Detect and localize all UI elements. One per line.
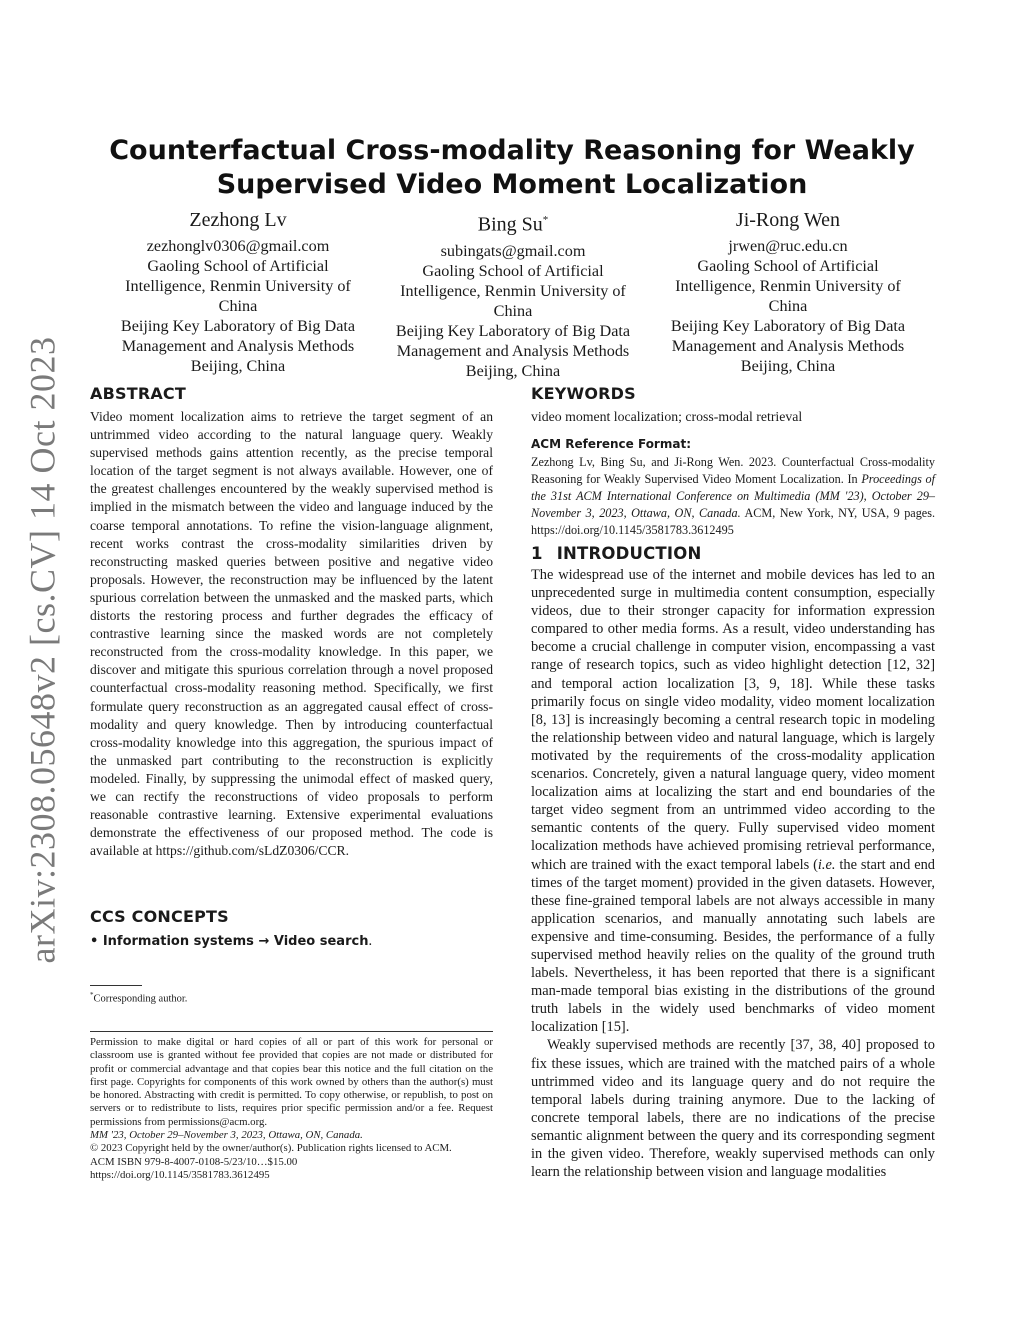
isbn-line: ACM ISBN 979-8-4007-0108-5/23/10…$15.00 (90, 1155, 298, 1168)
affiliation-line: Beijing Key Laboratory of Big Data (670, 317, 906, 335)
venue-line: MM '23, October 29–November 3, 2023, Ottawa, ON, Canada. (90, 1129, 363, 1142)
affiliation-line: Beijing Key Laboratory of Big Data (120, 317, 356, 335)
right-column (531, 384, 936, 1181)
ccs-bullet: • (90, 934, 99, 949)
affiliation-line: Intelligence, Renmin University of (400, 281, 626, 300)
author-name: Ji-Rong Wen (735, 209, 841, 231)
affiliation-line: Beijing Key Laboratory of Big Data (395, 321, 631, 340)
author-email[interactable]: subingats@gmail.com (440, 241, 586, 260)
affiliation-line: Management and Analysis Methods (396, 341, 630, 360)
doi-line[interactable]: https://doi.org/10.1145/3581783.3612495 (90, 1168, 270, 1181)
intro-paragraph-2: Weakly supervised methods are recently [37, 38, 40] proposed to fix these issues, which are trained with the matched pairs of a whole untrimmed video and its language query and do not require the temporal labels during training anymore. Due to the lacking of concrete temporal labels, there are no indications of the precise semantic alignment between the query and its corresponding segment in the given video. Therefore, weakly supervised methods can only learn the relationship between vision and language modalities (531, 1037, 935, 1181)
section-number: 1 (531, 544, 543, 563)
ccs-concept-line: • Information systems → Video search. (90, 933, 373, 949)
ccs-subconcept: Video search (273, 934, 369, 949)
section-title: INTRODUCTION (556, 544, 702, 563)
keywords-text: video moment localization; cross-modal retrieval (531, 409, 803, 424)
author-email[interactable]: zezhonglv0306@gmail.com (146, 237, 330, 255)
abstract-heading: ABSTRACT (90, 384, 186, 403)
affiliation-line: China (768, 297, 808, 315)
ccs-arrow: → (258, 934, 270, 949)
acm-reference-text: Zezhong Lv, Bing Su, and Ji-Rong Wen. 2023. Counterfactual Cross-modality Reasoning for Weakly Supervised Video Moment Localization. In Proceedings of the 31st ACM International Conference on Multimedia (MM '23), October 29–November 3, 2023, Ottawa, ON, Canada. ACM, New York, NY, USA, 9 pages. https://doi.org/10.1145/3581783.3612495 (531, 455, 935, 537)
acm-proceedings: Proceedings of the 31st ACM International Conference on Multimedia (MM '23), October 29–November 3, 2023, Ottawa, ON, Canada. (531, 471, 935, 520)
author-email[interactable]: jrwen@ruc.edu.cn (728, 237, 848, 255)
left-column (90, 384, 493, 1181)
corresponding-footnote (90, 988, 187, 1007)
ccs-heading: CCS CONCEPTS (90, 907, 229, 926)
author-1 (98, 206, 378, 376)
author-block (90, 206, 936, 380)
author-name: Bing Su* (477, 213, 549, 236)
ccs-concept: Information systems (102, 934, 254, 949)
footnote-marker: * (90, 991, 94, 999)
affiliation-line: Gaoling School of Artificial (422, 261, 604, 280)
affiliation-line: Intelligence, Renmin University of (675, 277, 901, 295)
introduction-section (531, 544, 935, 1181)
permission-text: Permission to make digital or hard copies of all or part of this work for personal or classroom use is granted without fee provided that copies are not made or distributed for profit or commercial advantage and that copies bear this notice and the full citation on the first page. Copyrights for components of this work owned by others than the author(s) must be honored. Abstracting with credit is permitted. To copy otherwise, or republish, to post on servers or to redistribute to lists, requires prior specific permission and/or a fee. Request permissions from permissions@acm.org. (90, 1036, 493, 1128)
affiliation-line: Management and Analysis Methods (121, 337, 355, 355)
corresponding-marker: * (542, 214, 549, 226)
affiliation-line: Gaoling School of Artificial (147, 257, 329, 275)
abstract-text: Video moment localization aims to retrieve the target segment of an untrimmed video according to the natural language query. Weakly supervised methods gains attention recently, as the precise temporal location of the target segment is not always available. However, one of the greatest challenges encountered by the weakly supervised method is implied in the mismatch between the video and language induced by the coarse temporal annotations. To refine the vision-language alignment, recent works contrast the cross-modality similarities driven by reconstructing masked queries between positive and negative video proposals. However, the reconstruction may be influenced by the latent spurious correlation between the unmasked and the masked parts, which distorts the restoring process and further degrades the efficacy of contrastive learning since the masked words are not completely reconstructed from the cross-modality knowledge. In this paper, we discover and mitigate this spurious correlation through a novel proposed counterfactual cross-modality reasoning method. Specifically, we first formulate query reconstruction as an aggregated causal effect of cross-modality and query knowledge. Then by introducing counterfactual cross-modality knowledge into this aggregation, the spurious impact of the unmasked part contributing to the reconstruction is explicitly modeled. Finally, by suppressing the unimodal effect of masked query, we can rectify the reconstructions of video proposals to perform reasonable contrastive learning. Extensive experimental evaluations demonstrate the effectiveness of our proposed method. The code is available at https://github.com/sLdZ0306/CCR. (90, 409, 493, 859)
footnote-text: Corresponding author. (93, 993, 188, 1005)
author-name: Zezhong Lv (189, 209, 287, 231)
footnote-rule (90, 985, 142, 986)
affiliation-line: Management and Analysis Methods (671, 337, 905, 355)
keywords-heading: KEYWORDS (531, 384, 636, 403)
arxiv-stamp (22, 336, 63, 964)
intro-heading (531, 544, 935, 564)
permission-block (90, 1031, 493, 1182)
affiliation-line: China (218, 297, 258, 315)
arxiv-id: arXiv:2308.05648v2 [cs.CV] 14 Oct 2023 (22, 336, 63, 964)
ccs-concepts (90, 907, 493, 952)
intro-paragraph-1: The widespread use of the internet and mobile devices has led to an unprecedented surge in multimedia content consumption, especially videos, due to their stronger capacity for information expression compared to other media forms. As a result, video understanding has become a crucial challenge in computer vision, encompassing a vast range of research topics, such as video highlight detection [12, 32] and temporal action localization [3, 9, 18]. While these tasks primarily focus on single video modality, video moment localization [8, 13] is increasingly becoming a central research topic in modeling the relationship between video and natural language, which is largely motivated by the requirements of the cross-modality application scenarios. Concretely, given a natural language query, video moment localization aims at localizing the start and end boundaries of the target video segment from an untrimmed video according to the semantic contents of the query. Fully supervised video moment localization methods have achieved promising retrieval performance, which are trained with the exact temporal labels (i.e. the start and end times of the target moment) provided in the given datasets. However, these fine-grained temporal labels are not always accessible in many application scenarios, and manually annotating such labels are expensive and time-consuming. Besides, the performance of a fully supervised method heavily relies on the quality of the ground truth labels. Nevertheless, it has been reported that there is a significant man-made temporal bias existing in the distributions of the ground truth labels in the widely used benchmarks of video moment localization [15]. (531, 567, 936, 1036)
paper-title: Counterfactual Cross-modality Reasoning for Weakly Supervised Video Moment Localization (109, 135, 915, 200)
affiliation-line: Beijing, China (740, 357, 836, 375)
affiliation-line: Beijing, China (465, 361, 561, 380)
author-2 (373, 206, 653, 381)
copyright-line: © 2023 Copyright held by the owner/author(s). Publication rights licensed to ACM. (90, 1142, 452, 1155)
affiliation-line: Gaoling School of Artificial (697, 257, 879, 275)
author-3 (648, 206, 928, 376)
affiliation-line: China (493, 301, 533, 320)
acm-reference-heading: ACM Reference Format: (531, 437, 691, 451)
affiliation-line: Intelligence, Renmin University of (125, 277, 351, 295)
affiliation-line: Beijing, China (190, 357, 286, 375)
